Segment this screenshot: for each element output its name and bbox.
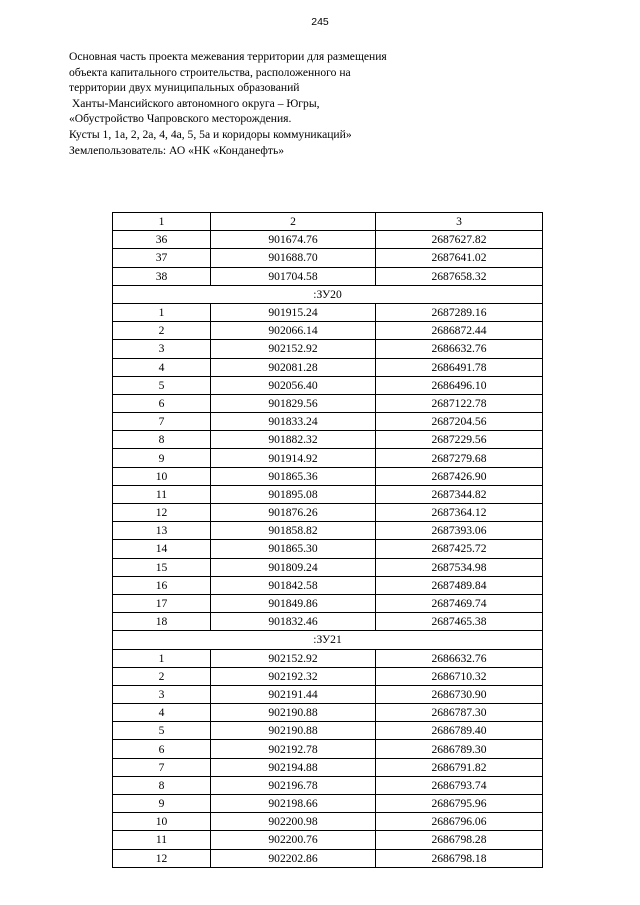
point-number: 5 (113, 722, 211, 740)
table-row (113, 431, 543, 449)
coordinate-x: 901829.56 (211, 394, 376, 412)
column-header-number: 1 (113, 213, 211, 231)
coordinate-x: 902152.92 (211, 649, 376, 667)
coordinate-y: 2686491.78 (376, 358, 543, 376)
coordinate-y: 2686796.06 (376, 813, 543, 831)
coordinate-x: 902190.88 (211, 722, 376, 740)
coordinate-x: 901914.92 (211, 449, 376, 467)
coordinate-x: 902056.40 (211, 376, 376, 394)
table-row (113, 649, 543, 667)
coordinate-y: 2686789.30 (376, 740, 543, 758)
coordinate-y: 2686791.82 (376, 758, 543, 776)
coordinate-y: 2686793.74 (376, 776, 543, 794)
point-number: 6 (113, 394, 211, 412)
section-label: :ЗУ20 (113, 285, 543, 303)
coordinate-y: 2686730.90 (376, 685, 543, 703)
coordinate-x: 901688.70 (211, 249, 376, 267)
table-row (113, 485, 543, 503)
point-number: 7 (113, 758, 211, 776)
point-number: 6 (113, 740, 211, 758)
header-line: Основная часть проекта межевания территории для размещения (69, 50, 387, 63)
table-row (113, 358, 543, 376)
document-header (69, 49, 509, 158)
table-row (113, 704, 543, 722)
table-row (113, 413, 543, 431)
point-number: 12 (113, 849, 211, 867)
coordinate-x: 901674.76 (211, 231, 376, 249)
coordinate-x: 902190.88 (211, 704, 376, 722)
coordinate-x: 901876.26 (211, 504, 376, 522)
point-number: 9 (113, 449, 211, 467)
coordinate-y: 2686872.44 (376, 322, 543, 340)
coordinate-x: 902200.98 (211, 813, 376, 831)
coordinate-y: 2686710.32 (376, 667, 543, 685)
table-row (113, 776, 543, 794)
coordinate-x: 901895.08 (211, 485, 376, 503)
header-line: Землепользователь: АО «НК «Конданефть» (69, 143, 285, 157)
table-row (113, 467, 543, 485)
table-row (113, 613, 543, 631)
table-row (113, 813, 543, 831)
point-number: 10 (113, 813, 211, 831)
table-row (113, 758, 543, 776)
point-number: 2 (113, 322, 211, 340)
table-row (113, 376, 543, 394)
coordinate-y: 2687469.74 (376, 594, 543, 612)
point-number: 14 (113, 540, 211, 558)
table-row (113, 558, 543, 576)
header-line: объекта капитального строительства, расположенного на (69, 65, 351, 79)
point-number: 5 (113, 376, 211, 394)
coordinate-y: 2686496.10 (376, 376, 543, 394)
point-number: 3 (113, 340, 211, 358)
coordinate-x: 901865.30 (211, 540, 376, 558)
coordinate-y: 2687229.56 (376, 431, 543, 449)
coordinate-y: 2687204.56 (376, 413, 543, 431)
coordinate-x: 901704.58 (211, 267, 376, 285)
coordinate-y: 2686632.76 (376, 340, 543, 358)
table-row (113, 322, 543, 340)
point-number: 3 (113, 685, 211, 703)
coordinate-y: 2686795.96 (376, 795, 543, 813)
coordinate-y: 2687122.78 (376, 394, 543, 412)
coordinate-y: 2687425.72 (376, 540, 543, 558)
coordinate-y: 2687641.02 (376, 249, 543, 267)
coordinate-y: 2686787.30 (376, 704, 543, 722)
point-number: 8 (113, 431, 211, 449)
coordinate-y: 2686798.28 (376, 831, 543, 849)
point-number: 10 (113, 467, 211, 485)
table-header-row (113, 213, 543, 231)
coordinate-y: 2687344.82 (376, 485, 543, 503)
point-number: 2 (113, 667, 211, 685)
table-row (113, 667, 543, 685)
coordinate-x: 902066.14 (211, 322, 376, 340)
coordinate-x: 902192.32 (211, 667, 376, 685)
section-row (113, 285, 543, 303)
point-number: 37 (113, 249, 211, 267)
point-number: 1 (113, 303, 211, 321)
point-number: 18 (113, 613, 211, 631)
table-row (113, 303, 543, 321)
coordinate-x: 901832.46 (211, 613, 376, 631)
coordinate-x: 901833.24 (211, 413, 376, 431)
coordinate-y: 2687534.98 (376, 558, 543, 576)
point-number: 4 (113, 358, 211, 376)
point-number: 13 (113, 522, 211, 540)
section-row (113, 631, 543, 649)
coordinate-y: 2687393.06 (376, 522, 543, 540)
coordinates-table (112, 212, 543, 868)
coordinate-x: 902198.66 (211, 795, 376, 813)
point-number: 16 (113, 576, 211, 594)
coordinate-x: 902152.92 (211, 340, 376, 358)
table-row (113, 740, 543, 758)
coordinate-x: 902191.44 (211, 685, 376, 703)
coordinate-x: 902081.28 (211, 358, 376, 376)
coordinate-x: 902196.78 (211, 776, 376, 794)
table-row (113, 449, 543, 467)
header-line: территории двух муниципальных образований (69, 81, 300, 95)
point-number: 11 (113, 485, 211, 503)
coordinate-y: 2687279.68 (376, 449, 543, 467)
coordinate-x: 901865.36 (211, 467, 376, 485)
point-number: 8 (113, 776, 211, 794)
header-line: Ханты-Мансийского автономного округа – Югры, (69, 96, 320, 110)
table-row (113, 576, 543, 594)
coordinate-y: 2687465.38 (376, 613, 543, 631)
table-row (113, 795, 543, 813)
table-row (113, 231, 543, 249)
coordinate-x: 901882.32 (211, 431, 376, 449)
point-number: 36 (113, 231, 211, 249)
point-number: 38 (113, 267, 211, 285)
coordinate-x: 901842.58 (211, 576, 376, 594)
point-number: 12 (113, 504, 211, 522)
point-number: 4 (113, 704, 211, 722)
coordinate-x: 902194.88 (211, 758, 376, 776)
point-number: 15 (113, 558, 211, 576)
coordinate-y: 2687489.84 (376, 576, 543, 594)
coordinate-y: 2686798.18 (376, 849, 543, 867)
point-number: 11 (113, 831, 211, 849)
section-label: :ЗУ21 (113, 631, 543, 649)
table-row (113, 394, 543, 412)
coordinate-x: 902192.78 (211, 740, 376, 758)
table-row (113, 504, 543, 522)
coordinate-y: 2687289.16 (376, 303, 543, 321)
coordinate-y: 2686789.40 (376, 722, 543, 740)
table-row (113, 522, 543, 540)
coordinate-y: 2687364.12 (376, 504, 543, 522)
coordinate-y: 2686632.76 (376, 649, 543, 667)
coordinate-x: 901858.82 (211, 522, 376, 540)
point-number: 9 (113, 795, 211, 813)
header-line: Кусты 1, 1а, 2, 2а, 4, 4а, 5, 5а и коридоры коммуникаций» (69, 127, 352, 141)
header-line: «Обустройство Чапровского месторождения. (69, 112, 292, 126)
column-header-y: 3 (376, 213, 543, 231)
coordinate-x: 901809.24 (211, 558, 376, 576)
table-row (113, 249, 543, 267)
coordinate-x: 902202.86 (211, 849, 376, 867)
column-header-x: 2 (211, 213, 376, 231)
coordinate-x: 901849.86 (211, 594, 376, 612)
coordinate-y: 2687426.90 (376, 467, 543, 485)
coordinate-x: 901915.24 (211, 303, 376, 321)
table-row (113, 540, 543, 558)
table-body (113, 231, 543, 868)
table-row (113, 594, 543, 612)
point-number: 1 (113, 649, 211, 667)
coordinate-x: 902200.76 (211, 831, 376, 849)
point-number: 17 (113, 594, 211, 612)
table-row (113, 267, 543, 285)
coordinate-y: 2687627.82 (376, 231, 543, 249)
coordinate-y: 2687658.32 (376, 267, 543, 285)
table-row (113, 831, 543, 849)
table-row (113, 340, 543, 358)
point-number: 7 (113, 413, 211, 431)
table-row (113, 685, 543, 703)
page-number: 245 (311, 16, 329, 28)
table-row (113, 849, 543, 867)
table-row (113, 722, 543, 740)
